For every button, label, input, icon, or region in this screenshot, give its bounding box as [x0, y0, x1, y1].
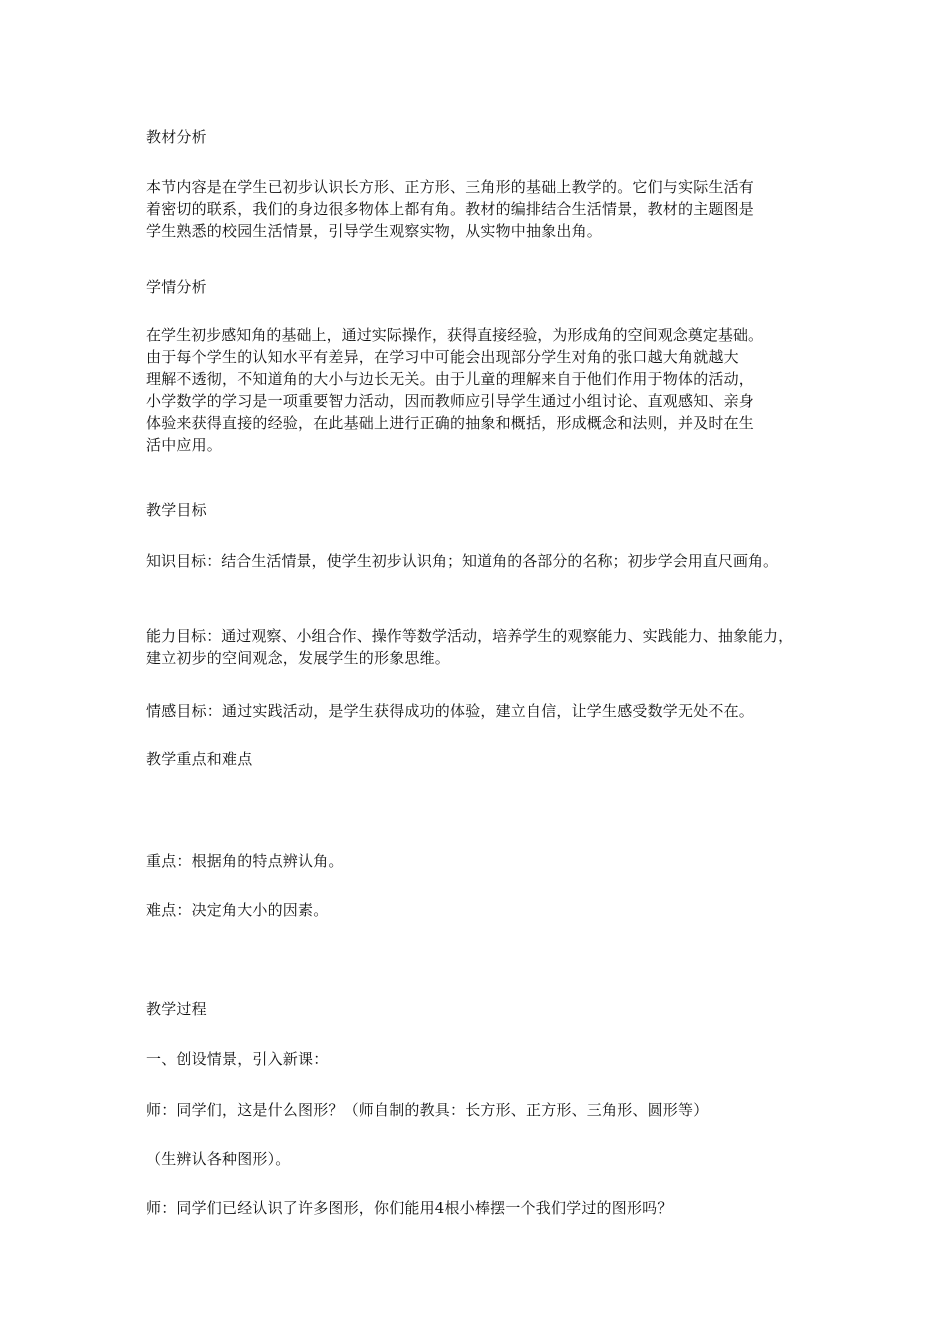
heading-material-analysis: 教材分析 — [146, 128, 207, 146]
paragraph-material-analysis — [146, 176, 818, 242]
text-line: 能力目标：通过观察、小组合作、操作等数学活动，培养学生的观察能力、实践能力、抽象能力， — [146, 627, 794, 645]
text-line: 学生熟悉的校园生活情景，引导学生观察实物，从实物中抽象出角。 — [146, 222, 603, 240]
text-line: 建立初步的空间观念，发展学生的形象思维。 — [146, 649, 451, 667]
text-line: 体验来获得直接的经验，在此基础上进行正确的抽象和概括，形成概念和法则，并及时在生 — [146, 414, 755, 432]
text-line: 小学数学的学习是一项重要智力活动，因而教师应引导学生通过小组讨论、直观感知、亲身 — [146, 392, 755, 410]
text-line: 在学生初步感知角的基础上，通过实际操作，获得直接经验，为形成角的空间观念奠定基础。 — [146, 326, 764, 344]
text-line: 理解不透彻，不知道角的大小与边长无关。由于儿童的理解来自于他们作用于物体的活动， — [146, 370, 755, 388]
goal-ability — [146, 625, 818, 669]
heading-key-points: 教学重点和难点 — [146, 750, 253, 768]
text-line: 由于每个学生的认知水平有差异，在学习中可能会出现部分学生对角的张口越大角就越大 — [146, 348, 739, 366]
step-one: 一、创设情景，引入新课： — [146, 1050, 329, 1068]
paragraph-student-analysis — [146, 324, 818, 456]
goal-knowledge: 知识目标：结合生活情景，使学生初步认识角；知道角的各部分的名称；初步学会用直尺画角。 — [146, 552, 779, 570]
text-line: 本节内容是在学生已初步认识长方形、正方形、三角形的基础上教学的。它们与实际生活有 — [146, 178, 755, 196]
teacher-line-1: 师：同学们，这是什么图形？（师自制的教具：长方形、正方形、三角形、圆形等） — [146, 1101, 709, 1119]
text-line: 活中应用。 — [146, 436, 223, 454]
difficult-point: 难点：决定角大小的因素。 — [146, 901, 329, 919]
heading-teaching-process: 教学过程 — [146, 1000, 207, 1018]
student-line-1: （生辨认各种图形）。 — [146, 1150, 291, 1168]
goal-emotion: 情感目标：通过实践活动，是学生获得成功的体验，建立自信，让学生感受数学无处不在。 — [146, 702, 755, 720]
heading-teaching-goals: 教学目标 — [146, 501, 207, 519]
key-point: 重点：根据角的特点辨认角。 — [146, 852, 344, 870]
heading-student-analysis: 学情分析 — [146, 278, 207, 296]
text-line: 着密切的联系，我们的身边很多物体上都有角。教材的编排结合生活情景，教材的主题图是 — [146, 200, 755, 218]
teacher-line-2: 师：同学们已经认识了许多图形，你们能用4根小棒摆一个我们学过的图形吗？ — [146, 1199, 673, 1217]
